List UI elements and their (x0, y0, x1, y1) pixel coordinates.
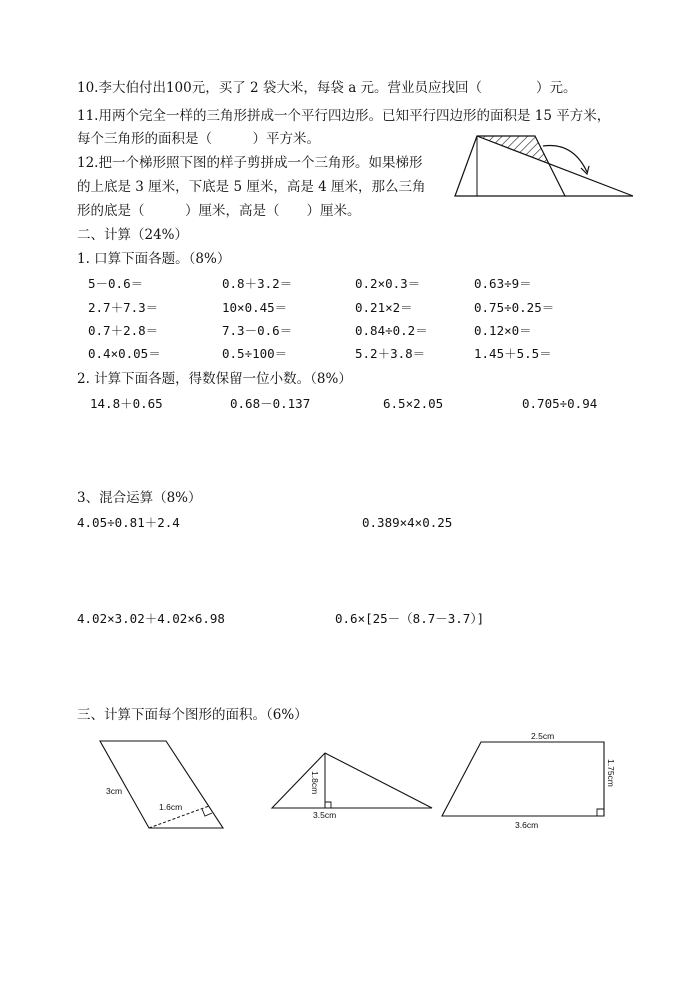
oral-calc-item: 0.75÷0.25＝ (474, 300, 555, 315)
oral-calc-item: 0.7＋2.8＝ (88, 323, 159, 338)
trapezoid-bottom-label: 3.6cm (515, 820, 539, 830)
question-11-line-2: 每个三角形的面积是（ ）平方米。 (77, 131, 320, 147)
question-12-line-2: 的上底是 3 厘米，下底是 5 厘米，高是 4 厘米，那么三角 (77, 179, 426, 195)
question-12-line-3: 形的底是（ ）厘米，高是（ ）厘米。 (77, 203, 361, 219)
parallelogram-height-label: 1.6cm (159, 802, 183, 812)
rounding-item: 0.68－0.137 (230, 396, 311, 411)
mixed-calc-item: 4.02×3.02＋4.02×6.98 (77, 611, 225, 626)
oral-calc-item: 0.8＋3.2＝ (222, 276, 293, 291)
question-11-line-1: 11.用两个完全一样的三角形拼成一个平行四边形。已知平行四边形的面积是 15 平方米， (77, 108, 611, 124)
part-2-title: 2. 计算下面各题，得数保留一位小数。（8%） (77, 371, 352, 387)
section-2-title: 二、计算（24%） (77, 227, 189, 243)
rounding-item: 14.8＋0.65 (90, 396, 163, 411)
trapezoid-top-label: 2.5cm (531, 731, 555, 741)
part-3-title: 3、混合运算（8%） (77, 490, 202, 506)
section-3-title: 三、计算下面每个图形的面积。（6%） (77, 707, 308, 723)
oral-calc-item: 7.3－0.6＝ (222, 323, 293, 338)
oral-calc-item: 0.4×0.05＝ (88, 346, 161, 361)
part-1-title: 1. 口算下面各题。（8%） (77, 251, 231, 267)
oral-calc-item: 5－0.6＝ (88, 276, 144, 291)
triangle-figure (270, 745, 435, 820)
parallelogram-figure (95, 738, 230, 833)
question-10: 10.李大伯付出100元，买了 2 袋大米，每袋 a 元。营业员应找回（ ）元。 (77, 80, 577, 96)
oral-calc-item: 0.12×0＝ (474, 323, 532, 338)
question-12-line-1: 12.把一个梯形照下图的样子剪拼成一个三角形。如果梯形 (77, 155, 423, 171)
trapezoid-figure (440, 728, 625, 834)
oral-calc-item: 1.45＋5.5＝ (474, 346, 552, 361)
mixed-calc-item: 4.05÷0.81＋2.4 (77, 515, 180, 530)
triangle-base-label: 3.5cm (313, 810, 337, 820)
oral-calc-item: 0.63÷9＝ (474, 276, 532, 291)
triangle-height-label: 1.8cm (310, 771, 320, 795)
oral-calc-item: 0.2×0.3＝ (355, 276, 421, 291)
oral-calc-item: 10×0.45＝ (222, 300, 288, 315)
trapezoid-height-label: 1.75cm (606, 759, 616, 787)
oral-calc-item: 5.2＋3.8＝ (355, 346, 426, 361)
rounding-item: 6.5×2.05 (383, 396, 444, 411)
trapezoid-to-triangle-figure (455, 132, 635, 198)
oral-calc-item: 0.21×2＝ (355, 300, 413, 315)
oral-calc-item: 0.5÷100＝ (222, 346, 288, 361)
rounding-item: 0.705÷0.94 (522, 396, 598, 411)
mixed-calc-item: 0.389×4×0.25 (362, 515, 453, 530)
mixed-calc-item: 0.6×[25－（8.7－3.7）] (335, 611, 485, 626)
oral-calc-item: 0.84÷0.2＝ (355, 323, 428, 338)
oral-calc-item: 2.7＋7.3＝ (88, 300, 159, 315)
parallelogram-side-label: 3cm (106, 786, 123, 796)
